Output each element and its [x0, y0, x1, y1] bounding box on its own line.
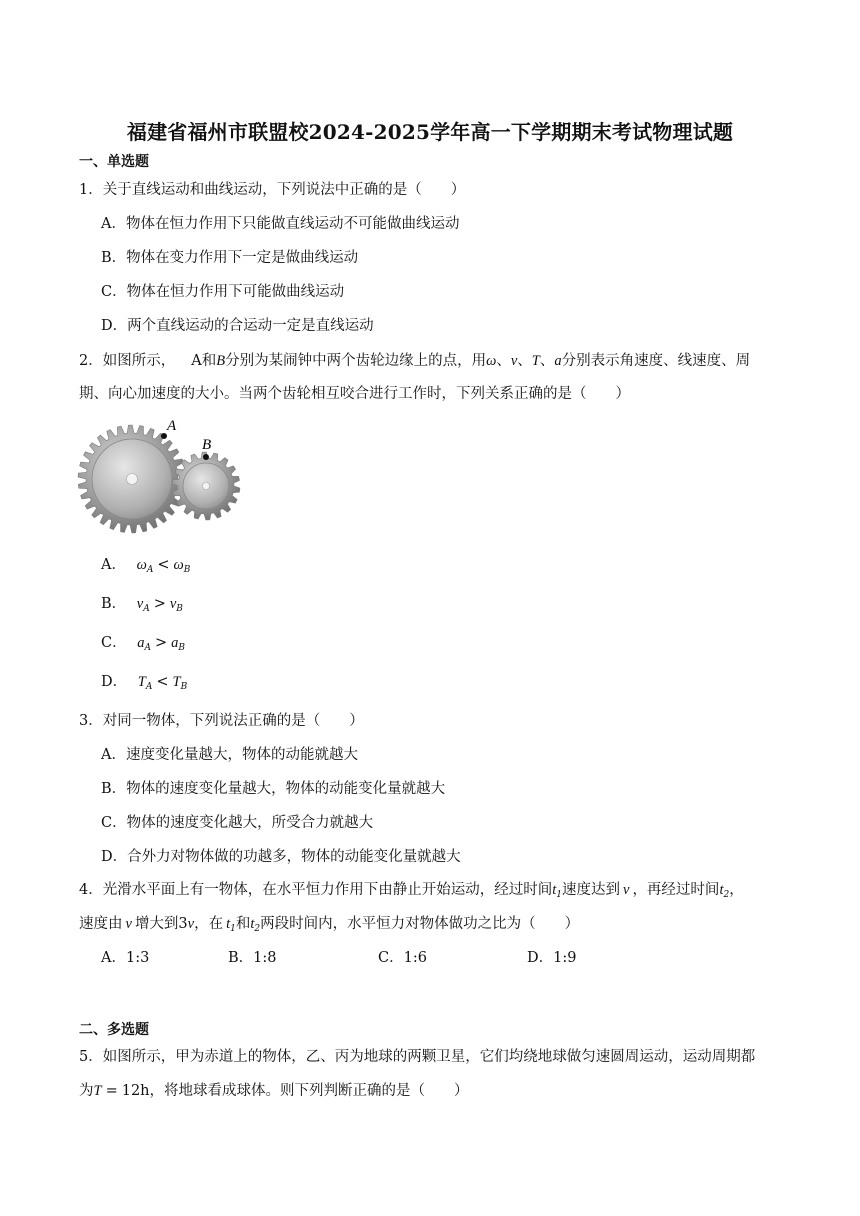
- question-3-stem: 3．对同一物体，下列说法正确的是（ ）: [79, 713, 364, 729]
- point-b-marker: [203, 454, 209, 460]
- gear-label-b: B: [202, 437, 212, 453]
- gear-label-a: A: [167, 418, 177, 434]
- question-1-option-a: A．物体在恒力作用下只能做直线运动不可能做曲线运动: [101, 216, 460, 232]
- question-3-option-d: D．合外力对物体做的功越多，物体的动能变化量就越大: [101, 849, 461, 865]
- question-1-option-b: B．物体在变力作用下一定是做曲线运动: [101, 250, 359, 266]
- question-4-option-c: C．1:6: [378, 950, 427, 966]
- page-title: 福建省福州市联盟校2024-2025学年高一下学期期末考试物理试题: [126, 120, 734, 144]
- question-3-option-a: A．速度变化量越大，物体的动能就越大: [101, 747, 358, 763]
- question-4-option-b: B．1:8: [228, 950, 277, 966]
- question-3-option-b: B．物体的速度变化量越大，物体的动能变化量就越大: [101, 781, 446, 797]
- question-5-stem-line-2: 为T = 12h，将地球看成球体。则下列判断正确的是（ ）: [79, 1083, 469, 1099]
- question-1-option-c: C．物体在恒力作用下可能做曲线运动: [101, 284, 345, 300]
- question-3-option-c: C．物体的速度变化越大，所受合力就越大: [101, 815, 374, 831]
- small-gear: [172, 452, 240, 520]
- question-2-stem-line-1: 2．如图所示， A和B分别为某闹钟中两个齿轮边缘上的点，用ω、v、T、a分别表示角速度、线速度、周: [79, 353, 751, 369]
- question-4-option-d: D．1:9: [527, 950, 577, 966]
- question-2-option-c: C． $a_A > a_B$: [101, 635, 185, 653]
- question-4-stem-line-2: 速度由 v 增大到3v，在 $t_1$和$t_2$两段时间内，水平恒力对物体做功之比为（ ）: [79, 916, 580, 934]
- question-2-option-d: D． $T_A < T_B$: [101, 674, 188, 692]
- question-5-stem-line-1: 5．如图所示，甲为赤道上的物体，乙、丙为地球的两颗卫星，它们均绕地球做匀速圆周运动，运动周期都: [79, 1049, 756, 1065]
- question-4-option-a: A．1:3: [101, 950, 150, 966]
- large-gear: [78, 425, 186, 533]
- section-heading-multiple-choice: 二、多选题: [79, 1022, 149, 1038]
- question-1-option-d: D．两个直线运动的合运动一定是直线运动: [101, 318, 374, 334]
- question-2-option-a: A． $\omega_A < \omega_B$: [101, 557, 191, 575]
- gears-figure: [76, 414, 246, 536]
- question-2-stem-line-2: 期、向心加速度的大小。当两个齿轮相互咬合进行工作时，下列关系正确的是（ ）: [79, 386, 630, 402]
- section-heading-single-choice: 一、单选题: [79, 154, 149, 170]
- question-1-stem: 1．关于直线运动和曲线运动，下列说法中正确的是（ ）: [79, 182, 466, 198]
- question-2-option-b: B． $v_A > v_B$: [101, 596, 183, 614]
- question-4-stem-line-1: 4．光滑水平面上有一物体，在水平恒力作用下由静止开始运动，经过时间$t_1$速度达到 v ，再经过时间$t_2$，: [79, 882, 744, 900]
